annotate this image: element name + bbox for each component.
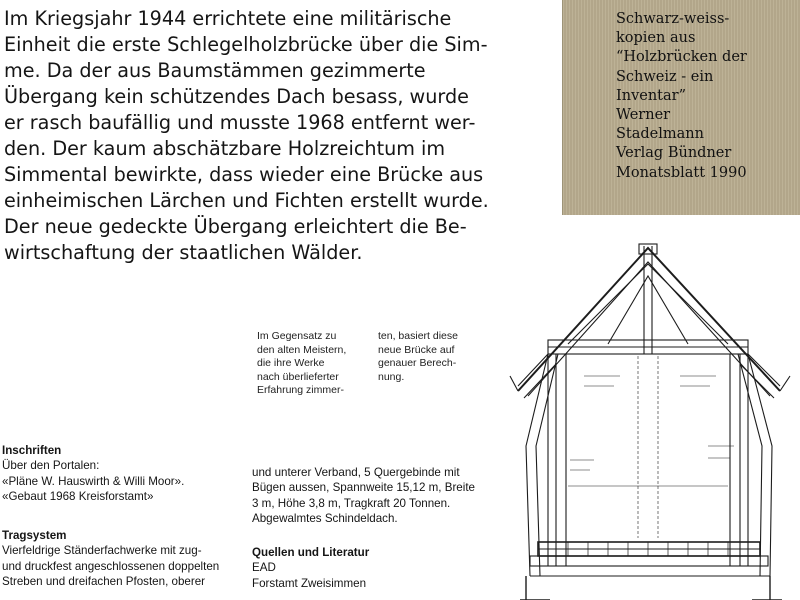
tragsystem-line: und druckfest angeschlossenen doppelten xyxy=(2,559,220,573)
main-line: Einheit die erste Schlegelholzbrücke über die Sim- xyxy=(4,33,488,56)
inschriften-section xyxy=(2,443,184,505)
continuation-line: Bügen aussen, Spannweite 15,12 m, Breite xyxy=(252,481,476,495)
main-line: me. Da der aus Baumstämmen gezimmerte xyxy=(4,59,426,82)
source-caption-box xyxy=(562,0,800,215)
continuation-line: Abgewalmtes Schindeldach. xyxy=(252,512,398,526)
caption-line: Werner xyxy=(616,107,671,124)
quellen-line: EAD xyxy=(252,561,276,575)
caption-line: Verlag Bündner xyxy=(616,145,732,162)
side-note-line: Im Gegensatz zu xyxy=(257,330,337,342)
side-note-line: Erfahrung zimmer- xyxy=(257,384,344,397)
side-note-line: nung. xyxy=(378,370,405,383)
bridge-cross-section-drawing xyxy=(508,236,800,600)
caption-line: Inventar” xyxy=(616,87,686,104)
inschriften-line: Über den Portalen: xyxy=(2,459,100,473)
side-note-line: ten, basiert diese xyxy=(378,330,458,342)
inschriften-line: «Gebaut 1968 Kreisforstamt» xyxy=(2,490,154,504)
source-caption-text xyxy=(616,10,798,183)
side-note-line: nach überlieferter xyxy=(257,370,339,383)
caption-line: kopien aus xyxy=(616,30,696,47)
continuation-line: 3 m, Höhe 3,8 m, Tragkraft 20 Tonnen. xyxy=(252,496,451,510)
main-paragraph xyxy=(4,6,564,266)
tragsystem-continuation xyxy=(252,465,475,527)
side-note-right xyxy=(378,330,458,384)
quellen-section xyxy=(252,545,369,591)
main-line: Simmental bewirkte, dass wieder eine Brücke aus xyxy=(4,163,484,186)
main-line: den. Der kaum abschätzbare Holzreichtum im xyxy=(4,137,446,160)
caption-line: Schwarz-weiss- xyxy=(616,11,730,27)
quellen-line: Forstamt Zweisimmen xyxy=(252,576,367,590)
main-line: wirtschaftung der staatlichen Wälder. xyxy=(4,241,363,264)
continuation-line: und unterer Verband, 5 Quergebinde mit xyxy=(252,466,460,479)
main-line: Übergang kein schützendes Dach besass, wurde xyxy=(4,85,469,108)
side-note-line: die ihre Werke xyxy=(257,357,325,370)
side-note-left xyxy=(257,330,346,398)
quellen-heading: Quellen und Literatur xyxy=(252,546,370,559)
tragsystem-heading: Tragsystem xyxy=(2,529,67,542)
tragsystem-line: Streben und dreifachen Pfosten, oberer xyxy=(2,575,206,589)
side-note-line: den alten Meistern, xyxy=(257,343,347,356)
tragsystem-line: Vierfeldrige Ständerfachwerke mit zug- xyxy=(2,544,202,558)
caption-line: “Holzbrücken der xyxy=(616,49,747,66)
side-note-line: neue Brücke auf xyxy=(378,343,455,356)
main-line: Im Kriegsjahr 1944 errichtete eine militärische xyxy=(4,7,452,30)
inschriften-heading: Inschriften xyxy=(2,444,62,457)
caption-line: Schweiz - ein xyxy=(616,68,714,85)
side-note-line: genauer Berech- xyxy=(378,357,457,370)
main-line: einheimischen Lärchen und Fichten erstellt wurde. xyxy=(4,189,489,212)
main-line: Der neue gedeckte Übergang erleichtert die Be- xyxy=(4,215,467,238)
inschriften-line: «Pläne W. Hauswirth & Willi Moor». xyxy=(2,474,185,488)
tragsystem-section xyxy=(2,528,219,590)
caption-line: Stadelmann xyxy=(616,126,704,143)
main-line: er rasch baufällig und musste 1968 entfernt wer- xyxy=(4,111,476,134)
caption-line: Monatsblatt 1990 xyxy=(616,164,747,181)
